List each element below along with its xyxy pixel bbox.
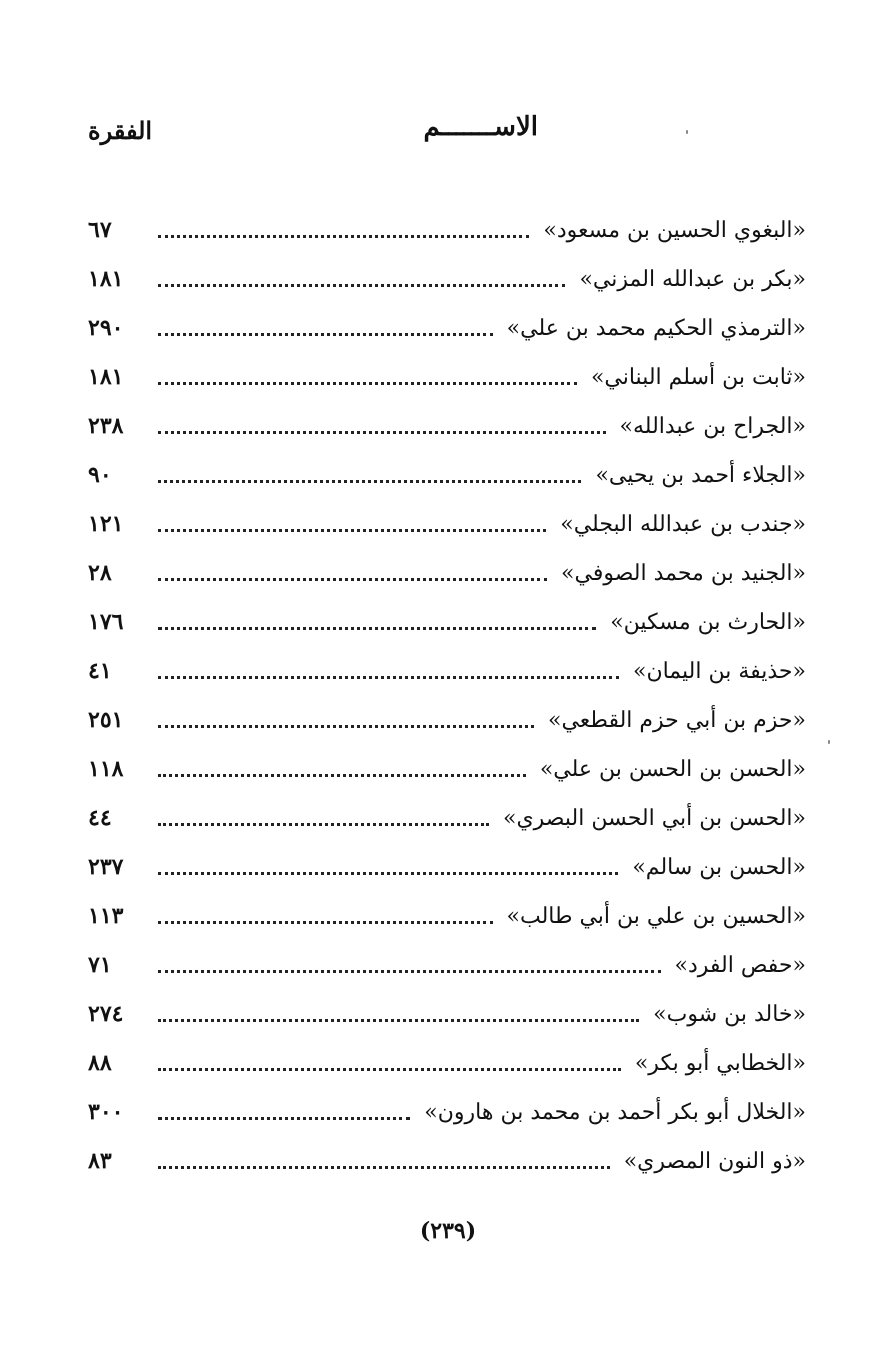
leader-dots — [158, 284, 565, 287]
index-entry — [88, 1137, 806, 1186]
entry-number: ٢٣٨ — [88, 413, 124, 439]
leader-dots — [158, 823, 489, 826]
leader-dots — [158, 1166, 610, 1169]
leader-dots — [158, 1068, 621, 1071]
entry-number: ٩٠ — [88, 462, 112, 488]
scan-speck — [686, 130, 688, 134]
entry-number: ١٢١ — [88, 511, 124, 537]
index-entry — [88, 1039, 806, 1088]
index-entry — [88, 794, 806, 843]
index-entry — [88, 451, 806, 500]
entry-name: «البغوي الحسين بن مسعود» — [543, 218, 806, 243]
entry-name: «الترمذي الحكيم محمد بن علي» — [506, 316, 806, 341]
entry-number: ٤٤ — [88, 805, 112, 831]
index-entry — [88, 304, 806, 353]
index-entry — [88, 402, 806, 451]
entry-name: «الجلاء أحمد بن يحيى» — [595, 463, 806, 488]
entry-name: «الحارث بن مسكين» — [610, 610, 806, 635]
index-entry — [88, 843, 806, 892]
index-entry — [88, 1088, 806, 1137]
entry-name: «خالد بن شوب» — [653, 1002, 806, 1027]
entry-name: «الحسن بن سالم» — [632, 855, 806, 880]
entry-number: ٢٧٤ — [88, 1001, 124, 1027]
entry-number: ١٧٦ — [88, 609, 124, 635]
index-entry — [88, 696, 806, 745]
entry-number: ١٨١ — [88, 266, 124, 292]
index-entry — [88, 549, 806, 598]
leader-dots — [158, 725, 534, 728]
entry-name: «الجراح بن عبدالله» — [619, 414, 806, 439]
entry-number: ٢٨ — [88, 560, 112, 586]
entry-name: «الحسين بن علي بن أبي طالب» — [506, 904, 806, 929]
leader-dots — [158, 529, 546, 532]
entry-name: «الجنيد بن محمد الصوفي» — [561, 561, 806, 586]
leader-dots — [158, 431, 606, 434]
index-entry — [88, 892, 806, 941]
leader-dots — [158, 578, 547, 581]
leader-dots — [158, 382, 577, 385]
leader-dots — [158, 676, 619, 679]
entry-number: ٨٨ — [88, 1050, 112, 1076]
entry-name: «الخطابي أبو بكر» — [634, 1051, 806, 1076]
index-entry — [88, 353, 806, 402]
entry-name: «جندب بن عبدالله البجلي» — [560, 512, 806, 537]
entry-name: «الحسن بن الحسن بن علي» — [539, 757, 806, 782]
leader-dots — [158, 480, 581, 483]
scan-speck — [828, 740, 830, 744]
leader-dots — [158, 970, 661, 973]
entry-name: «ذو النون المصري» — [623, 1149, 806, 1174]
index-entry — [88, 255, 806, 304]
leader-dots — [158, 774, 526, 777]
index-entry — [88, 745, 806, 794]
index-header — [88, 112, 806, 162]
entry-name: «حذيفة بن اليمان» — [632, 659, 806, 684]
entry-number: ١١٣ — [88, 903, 124, 929]
entry-name: «الخلال أبو بكر أحمد بن محمد بن هارون» — [424, 1100, 806, 1125]
page-number: (٢٣٩) — [419, 1218, 477, 1244]
index-entry — [88, 500, 806, 549]
leader-dots — [158, 627, 596, 630]
entry-number: ٣٠٠ — [88, 1099, 124, 1125]
entry-number: ٢٣٧ — [88, 854, 124, 880]
entry-name: «حزم بن أبي حزم القطعي» — [548, 708, 806, 733]
index-entry — [88, 941, 806, 990]
leader-dots — [158, 333, 493, 336]
entry-number: ٨٣ — [88, 1148, 112, 1174]
name-column-title: الاســـــــم — [423, 112, 538, 142]
entry-name: «ثابت بن أسلم البناني» — [590, 365, 806, 390]
entry-number: ١١٨ — [88, 756, 124, 782]
entry-name: «الحسن بن أبي الحسن البصري» — [502, 806, 806, 831]
entry-number: ٦٧ — [88, 217, 112, 243]
index-entry — [88, 990, 806, 1039]
index-entries — [88, 206, 806, 1186]
entry-name: «بكر بن عبدالله المزني» — [579, 267, 806, 292]
leader-dots — [158, 921, 493, 924]
entry-number: ٤١ — [88, 658, 112, 684]
leader-dots — [158, 235, 529, 238]
entry-number: ٢٩٠ — [88, 315, 124, 341]
entry-number: ٢٥١ — [88, 707, 124, 733]
index-entry — [88, 647, 806, 696]
leader-dots — [158, 1117, 410, 1120]
entry-number: ٧١ — [88, 952, 112, 978]
entry-name: «حفص الفرد» — [674, 953, 806, 978]
leader-dots — [158, 1019, 639, 1022]
leader-dots — [158, 872, 618, 875]
index-entry — [88, 598, 806, 647]
paragraph-column-title: الفقرة — [88, 116, 153, 145]
index-entry — [88, 206, 806, 255]
entry-number: ١٨١ — [88, 364, 124, 390]
